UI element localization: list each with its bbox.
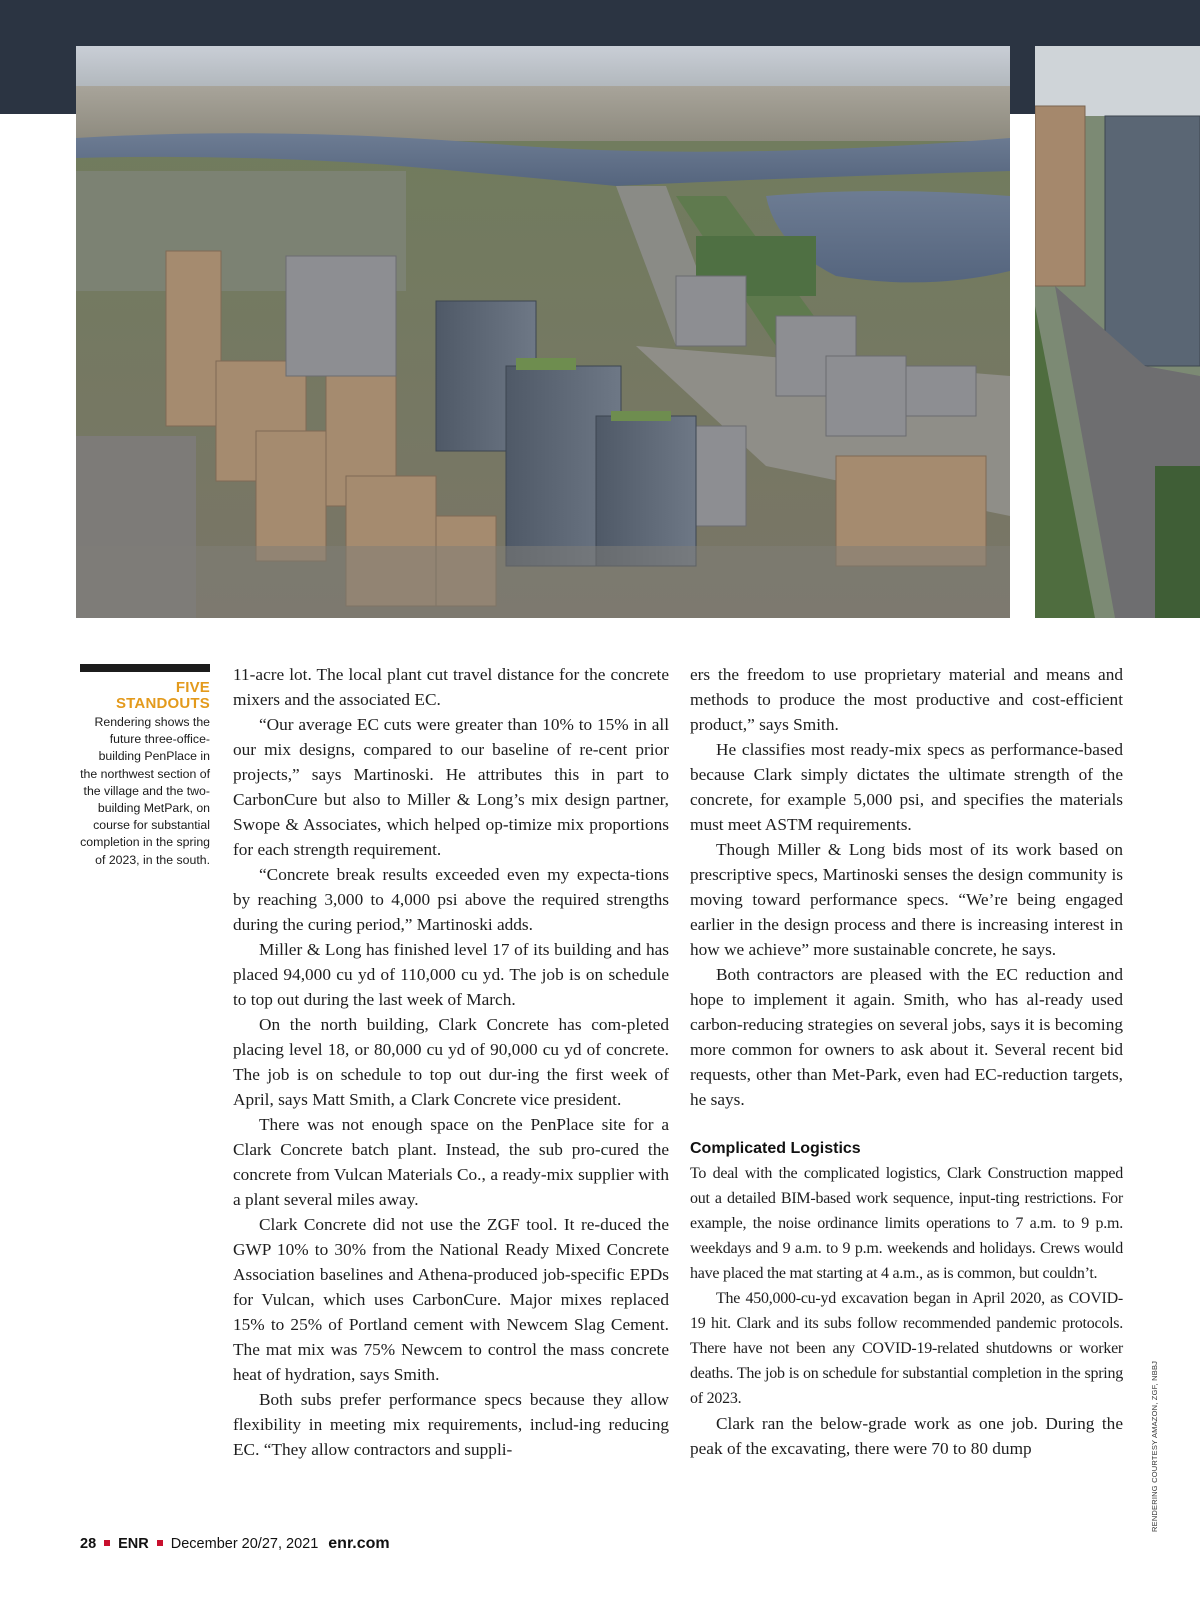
paragraph: The 450,000-cu-yd excavation began in April 2020, as COVID-19 hit. Clark and its subs follow recommended pandemic protocols. There have not been any COVID-19-related shutdowns or worker deaths. The job is on schedule for substantial completion in the spring of 2023. <box>690 1290 1123 1407</box>
paragraph: To deal with the complicated logistics, Clark Construction mapped out a detailed BIM-based work sequence, input-ting restrictions. For example, the noise ordinance limits operations to 7 a.m. to 9 p.m. weekdays and 9 a.m. to 9 p.m. weekends and holidays. Crews would have placed the mat starting at 4 a.m., as is common, but couldn’t. <box>690 1165 1123 1282</box>
photo-credit: RENDERING COURTESY AMAZON, ZGF, NBBJ <box>1150 1360 1159 1532</box>
aerial-rendering-image <box>76 46 1010 618</box>
paragraph: Clark Concrete did not use the ZGF tool. It re-duced the GWP 10% to 30% from the National Ready Mixed Concrete Association baselines and Athena-produced job-specific EPDs for Vulcan, which uses CarbonCure. Major mixes replaced 15% to 25% of Portland cement with Newcem Slag Cement. The mat mix was 75% Newcem to control the mass concrete heat of hydration, says Smith. <box>233 1215 669 1384</box>
website-link[interactable]: enr.com <box>328 1535 390 1552</box>
separator-square-icon <box>157 1540 163 1546</box>
paragraph: Both contractors are pleased with the EC reduction and hope to implement it again. Smith, who has al-ready used carbon-reducing strategies on several jobs, says it is becoming more common for owners to ask about it. Several recent bid requests, other than Met-Park, even had EC-reduction targets, he says. <box>690 965 1123 1109</box>
paragraph: Clark ran the below-grade work as one job. During the peak of the excavating, there were 70 to 80 dump <box>690 1414 1123 1458</box>
separator-square-icon <box>104 1540 110 1546</box>
paragraph: Both subs prefer performance specs because they allow flexibility in meeting mix requirements, includ-ing reducing EC. “They allow contractors and suppli- <box>233 1390 669 1459</box>
paragraph: Miller & Long has finished level 17 of its building and has placed 94,000 cu yd of 110,000 cu yd. The job is on schedule to top out during the last week of March. <box>233 940 669 1009</box>
page-number: 28 <box>80 1536 97 1552</box>
paragraph: There was not enough space on the PenPlace site for a Clark Concrete batch plant. Instead, the sub pro-cured the concrete from Vulcan Materials Co., a ready-mix supplier with a plant several miles away. <box>233 1115 669 1209</box>
article-column-2 <box>690 662 1123 1461</box>
paragraph: “Our average EC cuts were greater than 10% to 15% in all our mix designs, compared to our baseline of re-cent prior projects,” says Martinoski. He attributes this in part to CarbonCure but also to Miller & Long’s mix design partner, Swope & Associates, which helped op-timize mix proportions for each strength requirement. <box>233 715 669 859</box>
issue-date: December 20/27, 2021 <box>170 1536 319 1552</box>
caption-title-line2: STANDOUTS <box>115 695 210 712</box>
magazine-name: ENR <box>118 1536 149 1552</box>
caption-body: Rendering shows the future three-office-building PenPlace in the northwest section of the village and the two-building MetPark, on course for substantial completion in the spring of 2023, in the south. <box>80 715 210 867</box>
photo-caption <box>80 680 210 869</box>
paragraph: ers the freedom to use proprietary material and means and methods to produce the most productive and cost-efficient product,” says Smith. <box>690 665 1123 734</box>
paragraph: 11-acre lot. The local plant cut travel distance for the concrete mixers and the associated EC. <box>233 665 669 709</box>
caption-title-line1: FIVE <box>175 679 210 696</box>
paragraph: He classifies most ready-mix specs as performance-based because Clark simply dictates the ultimate strength of the concrete, for example 5,000 psi, and specifies the materials must meet ASTM requirements. <box>690 740 1123 834</box>
page-footer <box>80 1535 390 1553</box>
paragraph: “Concrete break results exceeded even my expecta-tions by reaching 3,000 to 4,000 psi above the required strengths during the curing period,” Martinoski adds. <box>233 865 669 934</box>
section-heading: Complicated Logistics <box>690 1140 861 1157</box>
paragraph: Though Miller & Long bids most of its work based on prescriptive specs, Martinoski senses the design community is moving toward performance specs. “We’re being engaged earlier in the design process and there is increasing interest in how we achieve” more sustainable concrete, he says. <box>690 840 1123 959</box>
paragraph: On the north building, Clark Concrete has com-pleted placing level 18, or 80,000 cu yd of 90,000 cu yd of concrete. The job is on schedule to top out dur-ing the first week of April, says Matt Smith, a Clark Concrete vice president. <box>233 1015 669 1109</box>
caption-rule <box>80 664 210 672</box>
street-rendering-image <box>1035 46 1200 618</box>
article-column-1 <box>233 662 669 1462</box>
